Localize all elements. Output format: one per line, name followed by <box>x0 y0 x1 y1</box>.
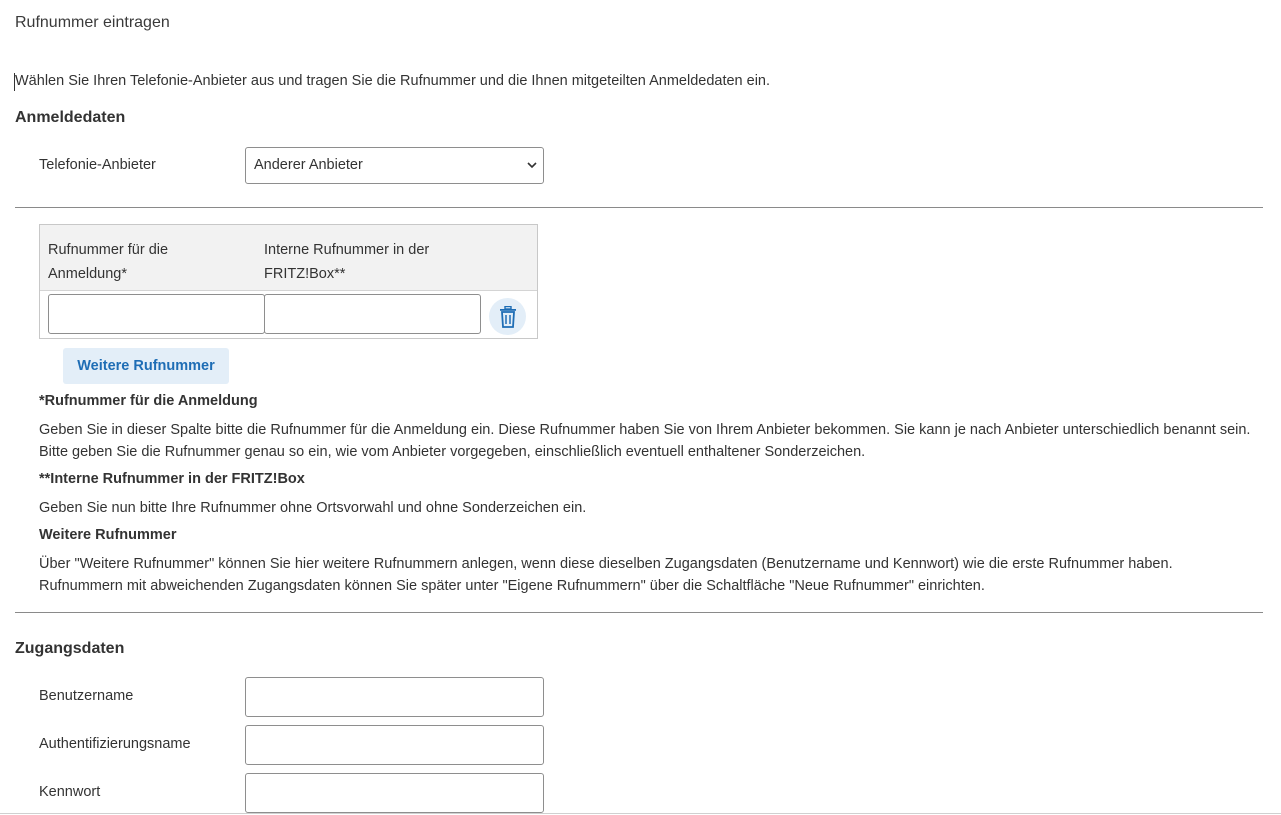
note-text-internal-number: Geben Sie nun bitte Ihre Rufnummer ohne Ortsvorwahl und ohne Sonderzeichen ein. <box>39 500 587 516</box>
password-label: Kennwort <box>39 784 101 800</box>
login-number-input[interactable] <box>48 294 265 334</box>
add-number-button[interactable]: Weitere Rufnummer <box>63 348 229 384</box>
table-header <box>40 225 537 291</box>
authname-input[interactable] <box>245 725 544 765</box>
intro-text: Wählen Sie Ihren Telefonie-Anbieter aus und tragen Sie die Rufnummer und die Ihnen mitgeteilten Anmeldedaten ein. <box>15 73 771 89</box>
section-heading-anmeldedaten: Anmeldedaten <box>15 109 126 126</box>
note-title-more-numbers: Weitere Rufnummer <box>39 527 177 543</box>
delete-row-button[interactable] <box>489 298 526 335</box>
numbers-table <box>39 224 538 339</box>
trash-icon <box>499 306 517 328</box>
note-text-more-numbers: Über "Weitere Rufnummer" können Sie hier weitere Rufnummern anlegen, wenn diese dieselben Zugangsdaten (Benutzername und Kennwort) wie die erste Rufnummer haben. Rufnummern mit abweichenden Zugangsdaten können Sie später unter "Eigene Rufnummern" über die Schaltfläche "Neue Rufnummer" einrichten. <box>39 556 1173 594</box>
note-text-login-number: Geben Sie in dieser Spalte bitte die Rufnummer für die Anmeldung ein. Diese Rufnummer haben Sie von Ihrem Anbieter bekommen. Sie kann je nach Anbieter unterschiedlich benannt sein. Bitte geben Sie die Rufnummer genau so ein, wie vom Anbieter vorgegeben, einschließlich eventuell enthaltener Sonderzeichen. <box>39 422 1251 460</box>
divider <box>15 612 1263 613</box>
column-header-internal-number: Interne Rufnummer in der FRITZ!Box** <box>264 242 430 282</box>
provider-label: Telefonie-Anbieter <box>39 157 156 173</box>
note-title-login-number: *Rufnummer für die Anmeldung <box>39 393 258 409</box>
section-heading-zugangsdaten: Zugangsdaten <box>15 640 125 657</box>
divider <box>15 207 1263 208</box>
authname-label: Authentifizierungsname <box>39 736 191 752</box>
note-title-internal-number: **Interne Rufnummer in der FRITZ!Box <box>39 471 305 487</box>
internal-number-input[interactable] <box>264 294 481 334</box>
username-label: Benutzername <box>39 688 134 704</box>
column-header-login-number: Rufnummer für die Anmeldung* <box>48 242 169 282</box>
provider-select-value: Anderer Anbieter <box>254 157 363 173</box>
password-input[interactable] <box>245 773 544 813</box>
username-input[interactable] <box>245 677 544 717</box>
chevron-down-icon <box>527 148 537 183</box>
provider-select[interactable] <box>245 147 544 184</box>
viewport-bottom-border <box>0 813 1281 814</box>
page-title: Rufnummer eintragen <box>15 14 170 31</box>
